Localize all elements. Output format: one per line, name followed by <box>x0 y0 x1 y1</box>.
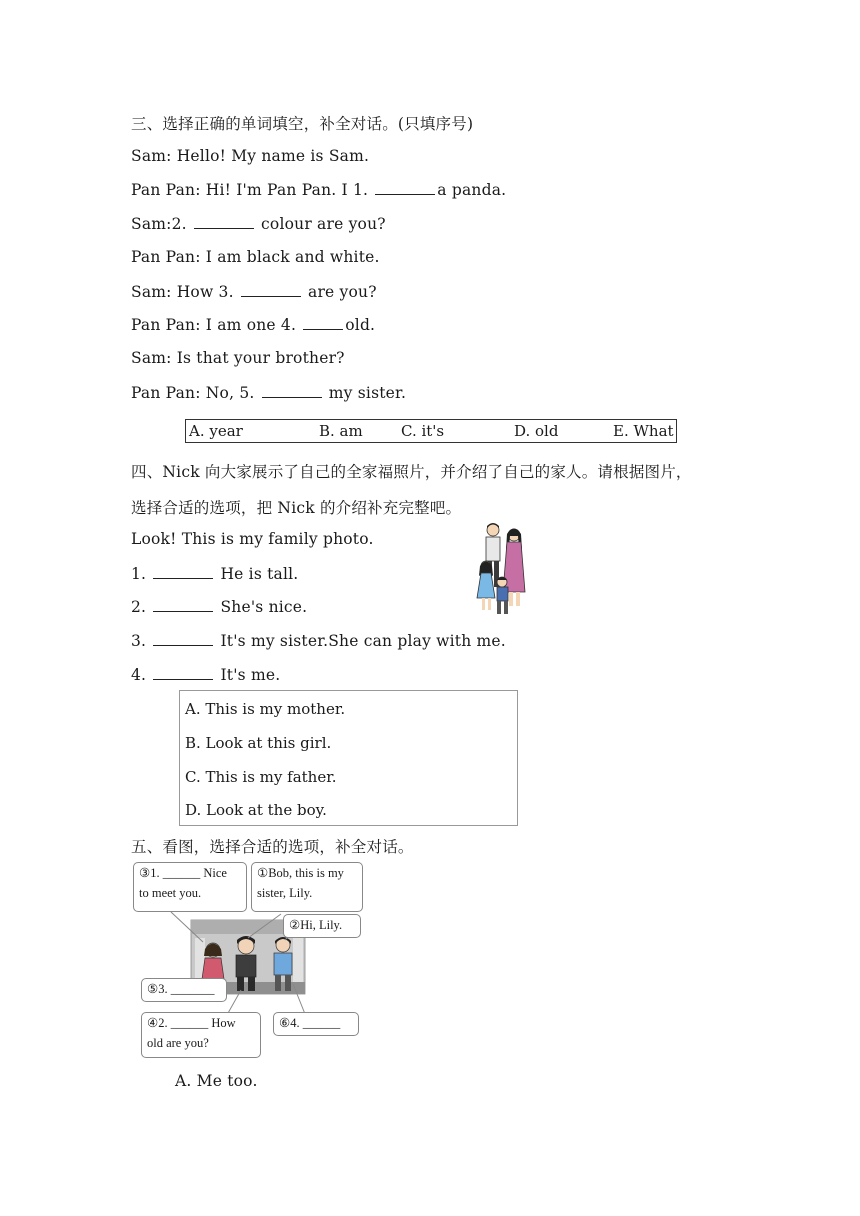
word-option: B. am <box>319 422 363 440</box>
speech-bubble-5 <box>141 978 227 1002</box>
item-text: She's nice. <box>215 598 308 616</box>
sentence-option: C. This is my father. <box>185 768 337 786</box>
dialogue-text: Pan Pan: I am black and white. <box>131 248 380 266</box>
speech-bubble-4 <box>141 1012 261 1058</box>
word-options-box <box>185 419 677 443</box>
sentence-option: D. Look at the boy. <box>185 801 327 819</box>
dialogue-text: Sam: Is that your brother? <box>131 349 345 367</box>
item-number: 1. <box>131 565 152 583</box>
dialogue-line-7 <box>131 349 345 367</box>
dialogue-text: Pan Pan: I am one 4. <box>131 316 302 334</box>
dialogue-text: Sam: How 3. <box>131 283 239 301</box>
dialogue-line-2 <box>131 180 506 199</box>
bubble-text: ③1. ______ Nice <box>139 866 227 880</box>
item-text: He is tall. <box>215 565 299 583</box>
question-item-2 <box>131 597 307 616</box>
answer-blank[interactable] <box>153 564 213 579</box>
item-number: 2. <box>131 598 152 616</box>
bubble-text: ①Bob, this is my <box>257 866 344 880</box>
word-option: C. it's <box>401 422 445 440</box>
bubble-text: ⑥4. ______ <box>279 1016 341 1030</box>
answer-blank-3[interactable] <box>241 282 301 297</box>
item-number: 3. <box>131 632 152 650</box>
section4-intro: Look! This is my family photo. <box>131 530 374 548</box>
section5-title: 五、看图，选择合适的选项，补全对话。 <box>131 838 414 856</box>
speech-bubble-2 <box>283 914 361 938</box>
item-text: It's me. <box>215 666 281 684</box>
item-number: 4. <box>131 666 152 684</box>
speech-bubble-6 <box>273 1012 359 1036</box>
dialogue-line-3 <box>131 214 386 233</box>
dialogue-text: Pan Pan: No, 5. <box>131 384 260 402</box>
bubble-text: to meet you. <box>139 886 202 900</box>
dialogue-line-4 <box>131 248 380 266</box>
speech-bubble-1 <box>251 862 363 912</box>
dialogue-line-1 <box>131 147 369 165</box>
question-item-1 <box>131 564 298 583</box>
sentence-option: A. This is my mother. <box>185 700 346 718</box>
sentence-options-box <box>179 690 518 826</box>
item-text: It's my sister.She can play with me. <box>215 632 506 650</box>
section4-title-line1: 四、Nick 向大家展示了自己的全家福照片，并介绍了自己的家人。请根据图片， <box>131 463 692 481</box>
answer-blank-1[interactable] <box>375 180 435 195</box>
sentence-option: B. Look at this girl. <box>185 734 332 752</box>
dialogue-text: Pan Pan: Hi! I'm Pan Pan. I 1. <box>131 181 374 199</box>
answer-blank-5[interactable] <box>262 383 322 398</box>
dialogue-text: my sister. <box>323 384 407 402</box>
question-item-3 <box>131 631 506 650</box>
dialogue-line-8 <box>131 383 406 402</box>
family-photo-illustration <box>470 520 532 618</box>
dialogue-text: old. <box>345 316 376 334</box>
answer-blank[interactable] <box>153 631 213 646</box>
answer-blank[interactable] <box>153 665 213 680</box>
word-option: A. year <box>189 422 243 440</box>
answer-blank-4[interactable] <box>303 315 343 330</box>
speech-bubble-3 <box>133 862 247 912</box>
dialogue-text: a panda. <box>437 181 507 199</box>
dialogue-line-6 <box>131 315 375 334</box>
answer-blank-2[interactable] <box>194 214 254 229</box>
word-option: E. What <box>613 422 674 440</box>
section3-title: 三、选择正确的单词填空，补全对话。(只填序号) <box>131 115 474 133</box>
dialogue-text: colour are you? <box>255 215 386 233</box>
option-a: A. Me too. <box>175 1072 258 1090</box>
bubble-text: old are you? <box>147 1036 209 1050</box>
answer-blank[interactable] <box>153 597 213 612</box>
dialogue-text: Sam: Hello! My name is Sam. <box>131 147 370 165</box>
dialogue-text: are you? <box>302 283 377 301</box>
question-item-4 <box>131 665 280 684</box>
dialogue-line-5 <box>131 282 377 301</box>
section4-title-line2: 选择合适的选项，把 Nick 的介绍补充完整吧。 <box>131 499 462 517</box>
bubble-text: ②Hi, Lily. <box>289 918 343 932</box>
bubble-text: ④2. ______ How <box>147 1016 236 1030</box>
bubble-text: ⑤3. _______ <box>147 982 215 996</box>
bubble-text: sister, Lily. <box>257 886 313 900</box>
dialogue-text: Sam:2. <box>131 215 192 233</box>
word-option: D. old <box>514 422 559 440</box>
dialogue-illustration <box>133 862 365 1060</box>
